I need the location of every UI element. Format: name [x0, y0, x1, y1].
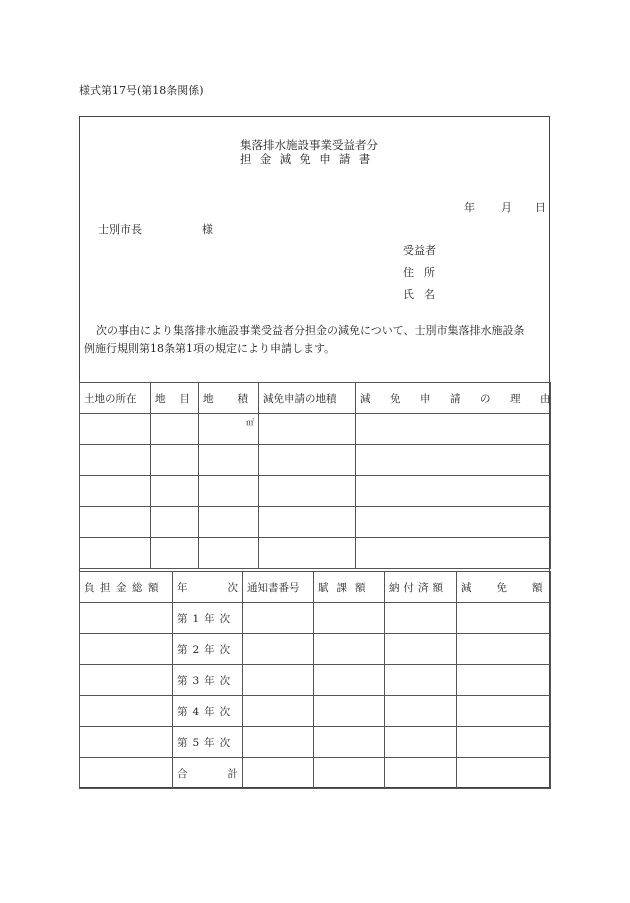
- header-notice-number: 通知書番号: [243, 572, 314, 603]
- form-subtitle: 担金減免申請書: [240, 152, 379, 166]
- burden-table: [79, 571, 568, 789]
- total-label: 合 計: [173, 758, 243, 789]
- date-year: 年: [464, 201, 475, 214]
- table-row: [80, 507, 551, 538]
- form-number: 様式第17号(第18条関係): [79, 84, 204, 97]
- header-assessed-amount: 賦課額: [314, 572, 385, 603]
- addressee-honorific: 様: [202, 223, 213, 236]
- header-paid-amount: 納付済額: [385, 572, 457, 603]
- table-row: [80, 634, 551, 665]
- header-location: 土地の所在: [80, 383, 151, 414]
- form-title: 集落排水施設事業受益者分: [240, 138, 378, 152]
- applicant-label: 受益者: [403, 244, 436, 257]
- header-reduction-reason: 減免申請の理由: [356, 383, 551, 414]
- table-row: [80, 476, 551, 507]
- land-table-header: [80, 383, 551, 414]
- area-unit: ㎡: [199, 414, 259, 445]
- table-row: [80, 727, 551, 758]
- header-reduction-area: 減免申請の地積: [259, 383, 356, 414]
- date-month: 月: [501, 201, 512, 214]
- applicant-name: 氏名: [403, 288, 445, 301]
- year-4: 第4年次: [173, 696, 243, 727]
- table-row: [80, 445, 551, 476]
- header-area: 地積: [199, 383, 259, 414]
- body-text-line1: 次の事由により集落排水施設事業受益者分担金の減免について、士別市集落排水施設条: [96, 324, 525, 337]
- year-2: 第2年次: [173, 634, 243, 665]
- table-row: [80, 665, 551, 696]
- table-row: [80, 603, 551, 634]
- table-row: [80, 696, 551, 727]
- applicant-address: 住所: [403, 266, 445, 279]
- date-day: 日: [535, 201, 546, 214]
- header-land-category: 地目: [151, 383, 199, 414]
- table-row-total: [80, 758, 551, 789]
- year-1: 第1年次: [173, 603, 243, 634]
- burden-table-header: [80, 572, 551, 603]
- land-table: [79, 382, 570, 569]
- header-total-burden: 負担金総額: [80, 572, 173, 603]
- year-3: 第3年次: [173, 665, 243, 696]
- table-row: [80, 538, 551, 569]
- table-row: [80, 414, 551, 445]
- year-5: 第5年次: [173, 727, 243, 758]
- header-year-order: 年 次: [173, 572, 243, 603]
- header-reduction-amount: 減免額: [457, 572, 551, 603]
- body-text-line2: 例施行規則第18条第1項の規定により申請します。: [84, 342, 336, 355]
- addressee: 士別市長: [98, 223, 142, 236]
